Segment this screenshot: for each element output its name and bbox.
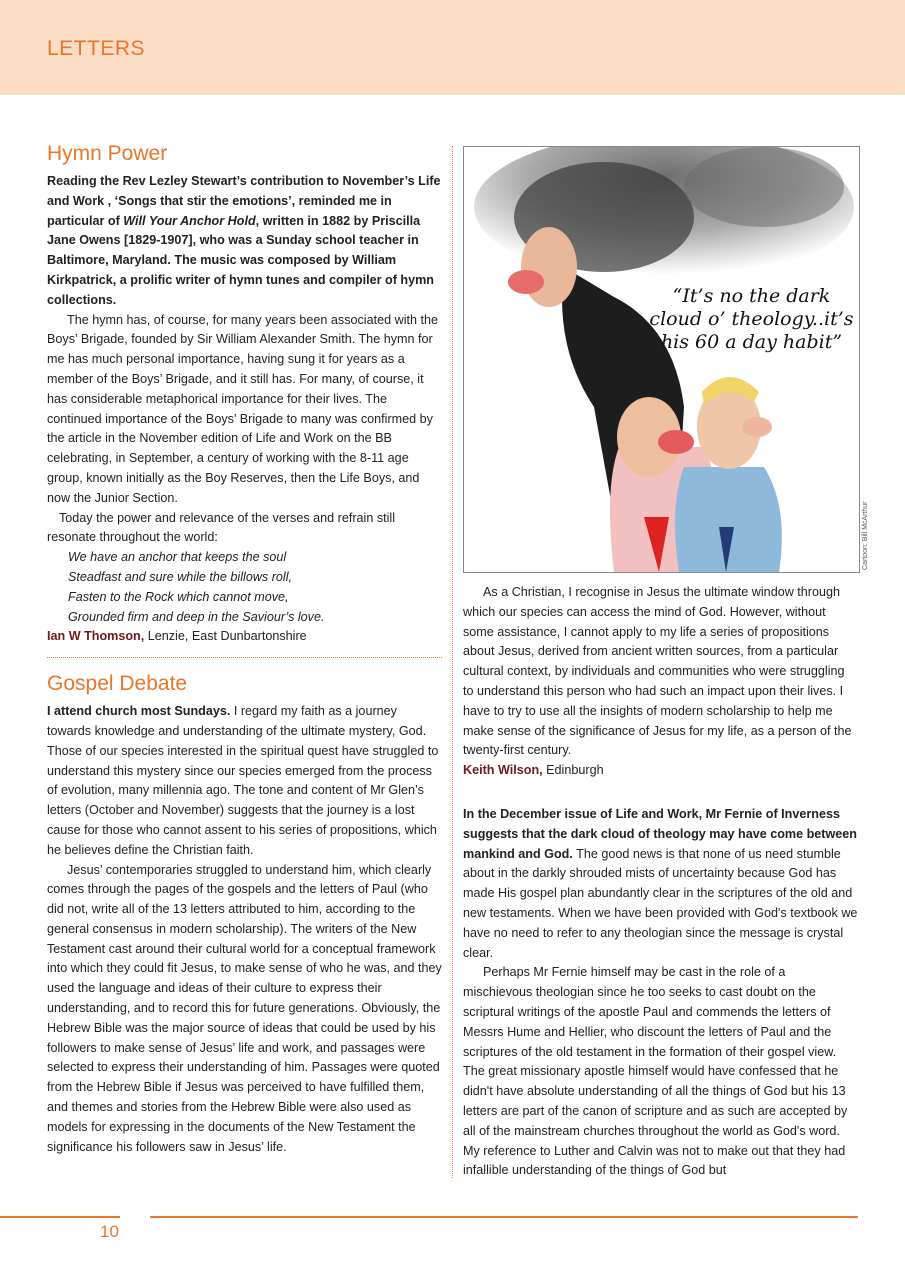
signature (463, 761, 858, 781)
letter-lead (47, 172, 442, 311)
letter-hymn-power (47, 140, 442, 647)
lead-text-rest: I regard my faith as a journey towards knowledge and understanding of the ultimate mystery, God. Those of our species interested in the spiritual quest have struggled to understand this mystery since our species emerged from the process of evolution, many millennia ago. The tone and content of Mr Glen’s letters (October and November) suggests that the journey is a lost cause for those who cannot assent to his series of propositions, which he believes define the Christian faith. (47, 704, 439, 857)
lead-text: Reading the Rev Lezley Stewart’s contribution to November’s Life and Work , ‘Songs that stir the emotions’, reminded me in particular of (47, 174, 441, 228)
author-place: Lenzie, East Dunbartonshire (144, 629, 307, 644)
letter-lead (47, 702, 442, 860)
paragraph: Today the power and relevance of the verses and refrain still resonate throughout the world: (47, 510, 396, 545)
letter-title: Hymn Power (47, 142, 168, 165)
section-divider (47, 657, 442, 658)
section-title: LETTERS (47, 37, 146, 60)
hymn-title-ref: Will Your Anchor Hold (123, 213, 256, 228)
paragraph: The hymn has, of course, for many years been associated with the Boys’ Brigade, founded by Sir William Alexander Smith. The hymn for me has much personal importance, having sung it for years as a member of the Boys’ Brigade, and it still has. For many, of course, it has considerable metaphorical importance for their lives. The continued importance of the Boys’ Brigade to many was confirmed by the article in the November edition of Life and Work on the BB celebrating, in September, a century of working with the 8-11 age group, known initially as the Boy Reserves, then the Life Boys, and now the Junior Section. (47, 312, 439, 505)
verse-line: We have an anchor that keeps the soul (68, 550, 287, 565)
left-column (47, 140, 442, 1157)
paragraph: Jesus’ contemporaries struggled to understand him, which clearly comes through the pages of the gospels and the letters of Paul (who did not, write all of the 13 letters attributed to him, according to the general consensus in modern scholarship). The writers of the New Testament cast around their cultural world for a conceptual framework into which they could fit Jesus, to make sense of who he was, and they used the language and ideas of their culture to express their understanding, and to record this for future generations. Obviously, the Hebrew Bible was the major source of ideas that could be used by his followers to make sense of Jesus’ life and work, and passages were selected to express their understanding of him. Passages were quoted from the Hebrew Bible if Jesus was perceived to have fulfilled them, and themes and stories from the Hebrew Bible were also used as models for expressing in the documents of the New Testament the significance his followers saw in Jesus’ life. (47, 862, 442, 1154)
cartoon-drawing (464, 147, 859, 572)
paragraph: As a Christian, I recognise in Jesus the ultimate window through which our species can access the mind of God. However, without some assistance, I cannot apply to my life a series of propositions about Jesus, derived from ancient written sources, from a particular cultural context, by individuals and communities who were struggling to understand this person who had such an impact upon their lives. I have to try to use all the insights of modern scholarship to help me make sense of the significance of Jesus for my life, as a person of the twenty-first century. (463, 585, 852, 758)
letter-title: Gospel Debate (47, 672, 188, 696)
verse-line: Steadfast and sure while the billows roll, (68, 569, 293, 584)
letter-lead (463, 805, 858, 963)
page-number: 10 (100, 1222, 119, 1241)
footer-rule-right (150, 1216, 858, 1218)
cartoon-credit: Cartoon: Bill McArthur (862, 501, 869, 570)
spacer (463, 781, 858, 805)
paragraph: Perhaps Mr Fernie himself may be cast in the role of a mischievous theologian since he too seeks to cast doubt on the scriptural writings of the apostle Paul and commends the letters of Messrs Hume and Hellier, who discount the letters of Paul and the scriptures of the old testament in the formation of their gospel view. The great missionary apostle himself would have confessed that he didn't have absolute understanding of all the things of God but his 13 letters are part of the canon of scripture and as such are accepted by all of the mainstream churches throughout the world as God's word. My reference to Luther and Calvin was not to make out that they had infallible understanding of the things of God but (463, 965, 848, 1178)
column-divider (452, 146, 453, 1178)
lead-text-rest: The good news is that none of us need stumble about in the darkly shrouded mists of uncertainty because God has made His gospel plan abundantly clear in the scriptures of the old and new testaments. When we have been provided with God's textbook we have no need to refer to any theologian since the message is crystal clear. (463, 846, 858, 960)
lead-text: I attend church most Sundays. (47, 704, 231, 719)
verse-line: Fasten to the Rock which cannot move, (68, 589, 289, 604)
author-name: Keith Wilson, (463, 763, 543, 778)
verse-line: Grounded firm and deep in the Saviour’s love. (68, 609, 325, 624)
right-column (463, 583, 858, 1181)
lead-text: In the December issue of Life and Work, Mr Fernie of Inverness suggests that the dark cloud of theology may have come between mankind and God. (463, 806, 857, 861)
cartoon-illustration (463, 146, 860, 573)
footer-rule-left (0, 1216, 120, 1218)
signature (47, 627, 442, 647)
letter-gospel-debate (47, 670, 442, 1157)
tall-man-head (521, 227, 577, 307)
cartoon-caption: “It’s no the dark cloud o’ theology..it’s his 60 a day habit” (649, 285, 854, 353)
author-place: Edinburgh (542, 763, 604, 778)
author-name: Ian W Thomson, (47, 629, 145, 644)
page-header (0, 0, 905, 95)
letter-december-theology (463, 805, 858, 1181)
lead-text-end: , written in 1882 by Priscilla Jane Owens [1829-1907], who was a Sunday school teacher in Baltimore, Maryland. The music was composed by William Kirkpatrick, a prolific writer of hymn tunes and compiler of hymn collections. (47, 213, 434, 307)
